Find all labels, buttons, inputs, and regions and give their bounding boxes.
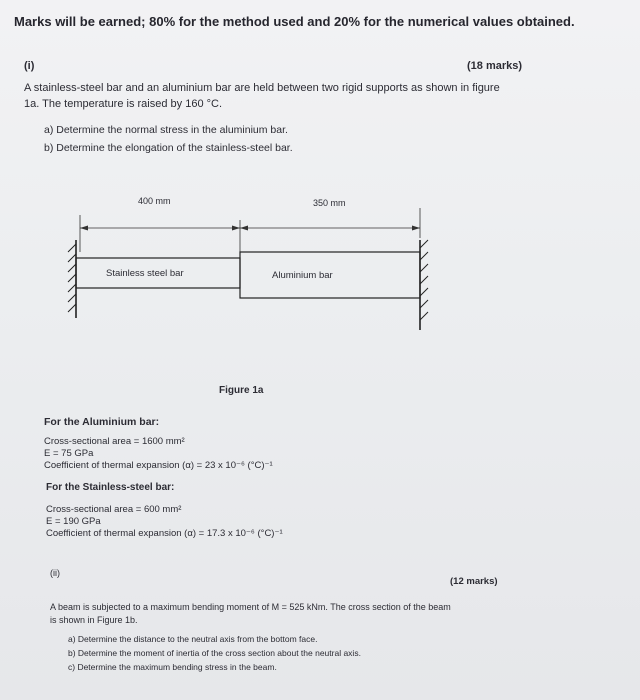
right-support-hatching: [420, 240, 428, 320]
marking-header: Marks will be earned; 80% for the method used and 20% for the numerical values obtained.: [14, 14, 575, 29]
question-1-intro-line-2: 1a. The temperature is raised by 160 °C.: [24, 98, 223, 110]
question-2-task-a: a) Determine the distance to the neutral axis from the bottom face.: [68, 634, 318, 644]
figure-1a-drawing: [60, 190, 440, 330]
question-1-task-b: b) Determine the elongation of the stainless-steel bar.: [44, 142, 293, 154]
question-2-number: (ii): [50, 568, 60, 578]
dimension-arrow-mid-left: [232, 226, 240, 231]
dimension-arrow-mid-right: [240, 226, 248, 231]
aluminium-modulus: E = 75 GPa: [44, 448, 94, 459]
question-1-task-a: a) Determine the normal stress in the aluminium bar.: [44, 124, 288, 136]
question-2-task-b: b) Determine the moment of inertia of the cross section about the neutral axis.: [68, 648, 361, 658]
aluminium-expansion: Coefficient of thermal expansion (α) = 23 x 10⁻⁶ (°C)⁻¹: [44, 460, 273, 471]
left-support-hatching: [68, 244, 76, 312]
steel-properties-title: For the Stainless-steel bar:: [46, 482, 175, 493]
question-1-intro-line-1: A stainless-steel bar and an aluminium bar are held between two rigid supports as shown in figure: [24, 82, 500, 94]
dimension-label-aluminium: 350 mm: [313, 198, 346, 208]
question-1-marks: (18 marks): [467, 60, 523, 72]
figure-1a: [60, 190, 440, 330]
dimension-arrow-left: [80, 226, 88, 231]
question-2-intro-line-2: is shown in Figure 1b.: [50, 615, 138, 625]
aluminium-area: Cross-sectional area = 1600 mm²: [44, 436, 185, 447]
aluminium-bar-label: Aluminium bar: [272, 270, 333, 281]
steel-area: Cross-sectional area = 600 mm²: [46, 504, 182, 515]
dimension-arrow-right: [412, 226, 420, 231]
steel-expansion: Coefficient of thermal expansion (α) = 17.3 x 10⁻⁶ (°C)⁻¹: [46, 528, 283, 539]
steel-modulus: E = 190 GPa: [46, 516, 101, 527]
question-2-marks: (12 marks): [450, 576, 498, 587]
question-2-intro-line-1: A beam is subjected to a maximum bending moment of M = 525 kNm. The cross section of the beam: [50, 602, 451, 612]
stainless-steel-bar-label: Stainless steel bar: [106, 268, 184, 279]
question-2-task-c: c) Determine the maximum bending stress in the beam.: [68, 662, 277, 672]
figure-1a-caption: Figure 1a: [219, 385, 264, 396]
dimension-label-steel: 400 mm: [138, 196, 171, 206]
aluminium-properties-title: For the Aluminium bar:: [44, 416, 160, 428]
question-1-number: (i): [24, 60, 35, 72]
